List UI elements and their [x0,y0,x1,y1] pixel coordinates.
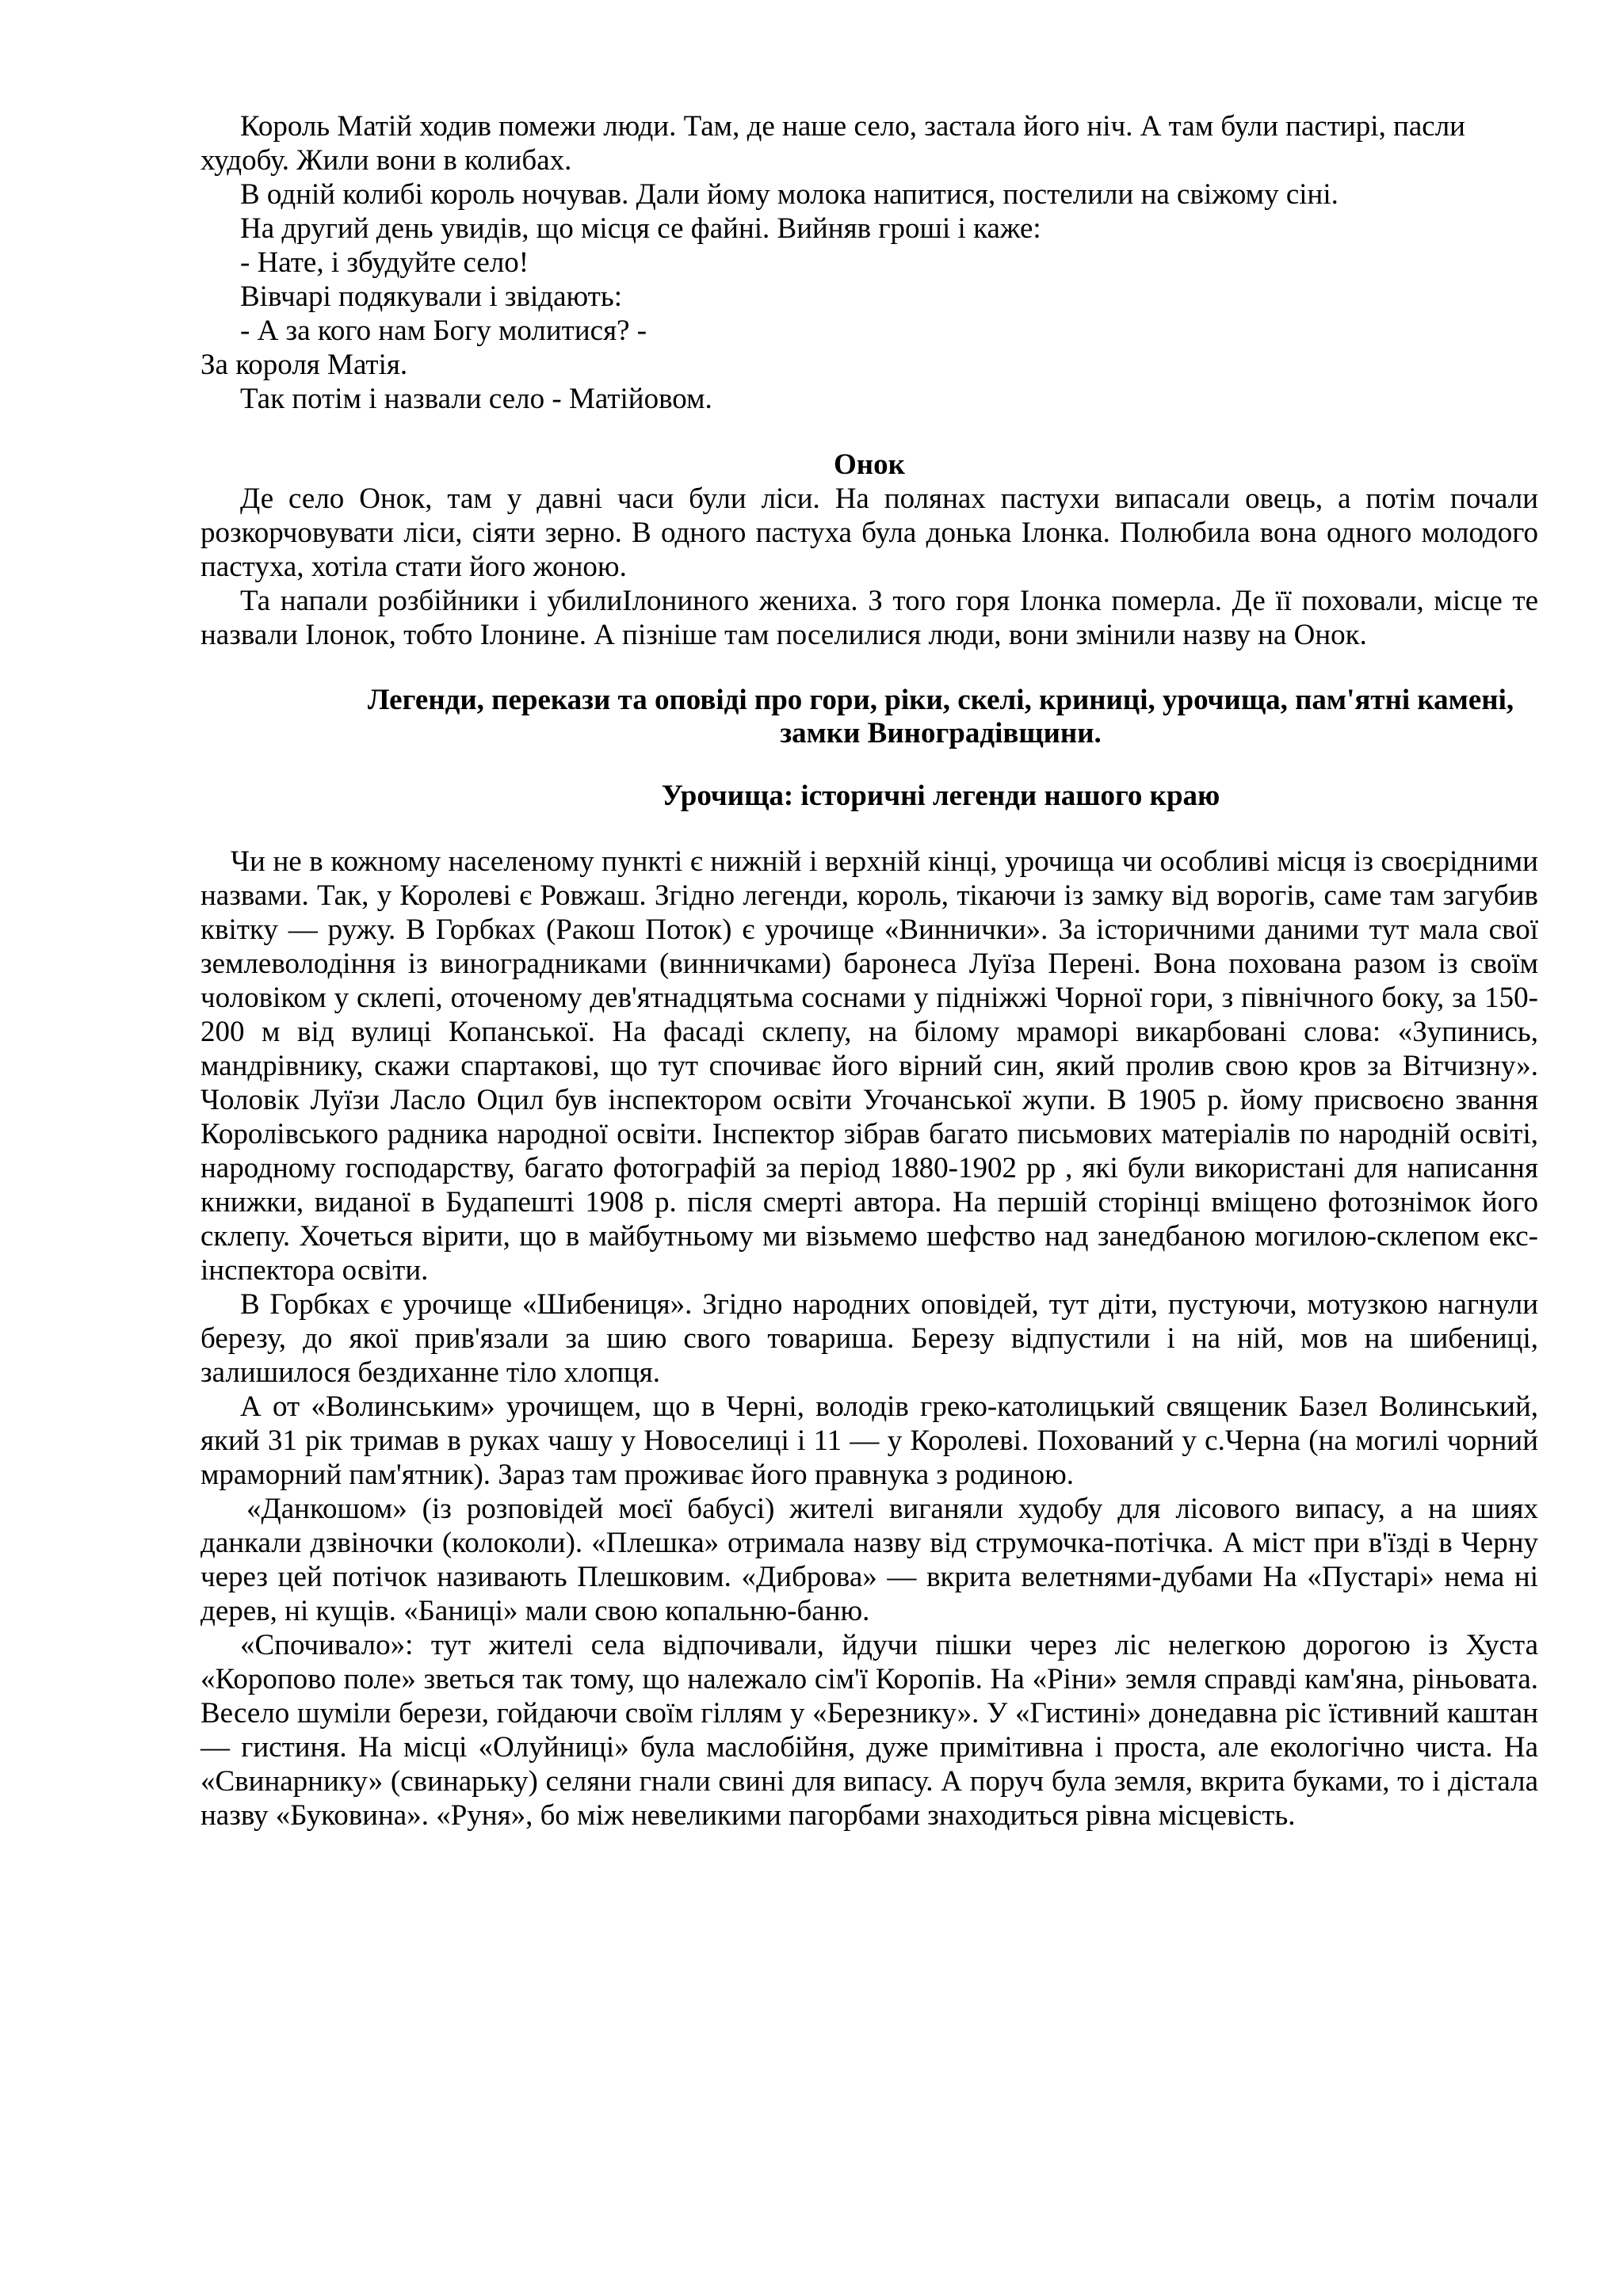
intro-paragraph-7: За короля Матія. [200,349,408,381]
document-page [200,109,1538,1833]
body-paragraph-3: А от «Волинським» урочищем, що в Черні, володів греко-католицький священик Базел Волинський, який 31 рік тримав в руках чашу у Новоселиці і 11 — у Королеві. Похований у с.Черна (на могилі чорний мраморний пам'ятник). Зараз там проживає його правнука з родиною. [200,1390,1538,1491]
onok-paragraph-1: Де село Онок, там у давні часи були ліси. На полянах пастухи випасали овець, а потім почали розкорчовувати ліси, сіяти зерно. В одного пастуха була донька Ілонка. Полюбила вона одного молодого пастуха, хотіла стати його жоною. [200,482,1538,583]
intro-paragraph-6: - А за кого нам Богу молитися? - [240,315,647,347]
section-title: Легенди, перекази та оповіді про гори, ріки, скелі, криниці, урочища, пам'ятні камені, замки Виноградівщини. [367,684,1514,749]
onok-legend [200,448,1538,652]
intro-paragraph-1: Король Матій ходив помежи люди. Там, де наше село, застала його ніч. А там були пастирі, пасли худобу. Жили вони в колибах. [200,110,1465,177]
body-paragraph-2: В Горбках є урочище «Шибениця». Згідно народних оповідей, тут діти, пустуючи, мотузкою нагнули березу, до якої прив'язали за шию свого товариша. Березу відпустили і на ній, мов на шибениці, залишилося бездиханне тіло хлопця. [200,1288,1538,1389]
intro-paragraph-3: На другий день увидів, що місця се файні. Вийняв гроші і каже: [240,212,1041,245]
subsection-title: Урочища: історичні легенди нашого краю [661,780,1220,812]
intro-paragraph-4: - Нате, і збудуйте село! [240,246,529,279]
matiiovo-legend [200,109,1538,416]
intro-paragraph-5: Вівчарі подякували і звідають: [240,280,622,313]
onok-paragraph-2: Та напали розбійники і убилиІлониного жениха. З того горя Ілонка померла. Де її поховали, місце те назвали Ілонок, тобто Ілонине. А пізніше там поселилися люди, вони змінили назву на Онок. [200,585,1538,651]
body-paragraph-5: «Спочивало»: тут жителі села відпочивали, йдучи пішки через ліс нелегкою дорогою із Хуста «Коропово поле» зветься так тому, що належало сім'ї Коропів. На «Ріни» земля справді кам'яна, ріньовата. Весело шуміли берези, гойдаючи своїм гіллям у «Березнику». У «Гистині» донедавна ріс їстивний каштан — гистиня. На місці «Олуйниці» була маслобійня, дуже примітивна і проста, але екологічно чиста. На «Свинарнику» (свинарьку) селяни гнали свині для випасу. А поруч була земля, вкрита буками, то і дістала назву «Буковина». «Руня», бо між невеликими пагорбами знаходиться рівна місцевість. [200,1629,1538,1832]
onok-heading: Онок [834,448,905,481]
body-paragraph-1: Чи не в кожному населеному пункті є нижній і верхній кінці, урочища чи особливі місця із своєрідними назвами. Так, у Королеві є Ровжаш. Згідно легенди, король, тікаючи із замку від ворогів, саме там загубив квітку — ружу. В Горбках (Ракош Поток) є урочище «Виннички». За історичними даними тут мала свої землеволодіння із виноградниками (винничками) баронеса Луїза Перені. Вона похована разом із своїм чоловіком у склепі, оточеному дев'ятнадцятьма соснами у підніжжі Чорної гори, з північного боку, за 150-200 м від вулиці Копанської. На фасаді склепу, на білому мраморі викарбовані слова: «Зупинись, мандрівнику, скажи спартакові, що тут спочиває його вірний син, який пролив свою кров за Вітчизну». Чоловік Луїзи Ласло Оцил був інспектором освіти Угочанської жупи. В 1905 р. йому присвоєно звання Королівського радника народної освіти. Інспектор зібрав багато письмових матеріалів по народній освіті, народному господарству, багато фотографій за період 1880-1902 рр , які були використані для написання книжки, виданої в Будапешті 1908 р. після смерті автора. На першій сторінці вміщено фотознімок його склепу. Хочеться вірити, що в майбутньому ми візьмемо шефство над занедбаною могилою-склепом екс- інспектора освіти. [200,845,1538,1287]
body-text [200,845,1538,1833]
intro-paragraph-2: В одній колибі король ночував. Дали йому молока напитися, постелили на свіжому сіні. [240,178,1338,211]
intro-paragraph-8: Так потім і назвали село - Матійовом. [240,383,712,415]
body-paragraph-4: «Данкошом» (із розповідей моєї бабусі) жителі виганяли худобу для лісового випасу, а на шиях данкали дзвіночки (колоколи). «Плешка» отримала назву від струмочка-потічка. А міст при в'їзді в Черну через цей потічок називають Плешковим. «Диброва» — вкрита велетнями-дубами На «Пустарі» нема ні дерев, ні кущів. «Баниці» мали свою копальню-баню. [200,1493,1538,1627]
